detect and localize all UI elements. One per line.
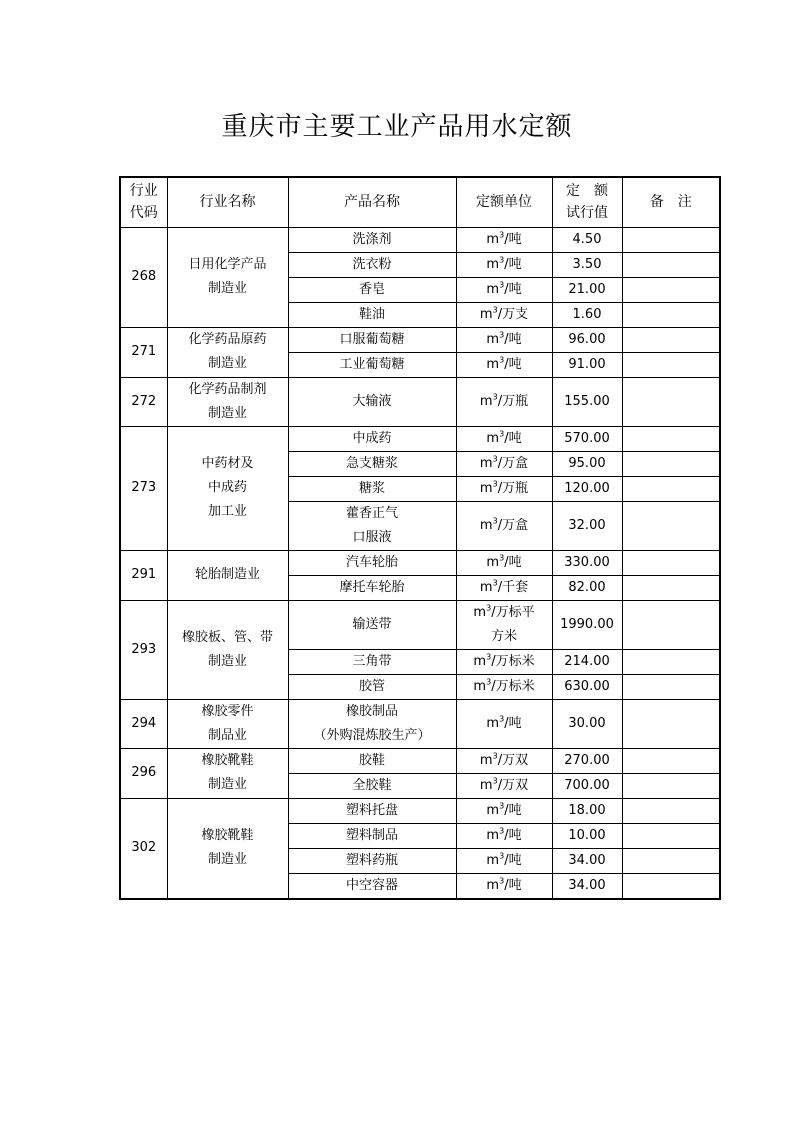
quota-unit xyxy=(456,649,552,674)
quota-value: 96.00 xyxy=(552,327,622,352)
quota-value: 32.00 xyxy=(552,501,622,550)
product-name xyxy=(288,773,456,798)
industry-name-line: 橡胶靴鞋 xyxy=(201,828,254,843)
quota-unit-text: /千套 xyxy=(497,579,529,595)
industry-name-line: 橡胶靴鞋 xyxy=(201,753,254,768)
product-name-line: 急支糖浆 xyxy=(345,455,398,471)
quota-value: 30.00 xyxy=(552,699,622,748)
industry-code: 273 xyxy=(120,426,167,550)
product-name-line: 汽车轮胎 xyxy=(345,554,398,570)
quota-unit-line: $m^3/$万瓶 xyxy=(479,392,529,409)
quota-unit-text: /万标米 xyxy=(491,678,535,694)
table-row xyxy=(120,327,720,352)
product-name xyxy=(288,699,456,748)
product-name-line: 口服葡萄糖 xyxy=(339,331,405,347)
industry-code: 296 xyxy=(120,748,167,798)
table-body xyxy=(120,227,720,899)
quota-unit xyxy=(456,600,552,649)
quota-unit-text: /吨 xyxy=(504,281,522,297)
product-name-line: 中成药 xyxy=(352,430,392,446)
product-name-line: 塑料托盘 xyxy=(345,802,398,818)
quota-value: 82.00 xyxy=(552,575,622,600)
quota-unit-line: $m^3/$万双 xyxy=(479,751,529,768)
table-row xyxy=(120,227,720,252)
remark-cell xyxy=(622,501,720,550)
product-name-line: 大输液 xyxy=(352,393,392,409)
quota-unit xyxy=(456,798,552,823)
product-name-line: 三角带 xyxy=(352,653,392,669)
quota-unit-line: $m^3/$吨 xyxy=(486,280,522,297)
quota-value: 214.00 xyxy=(552,649,622,674)
industry-code: 294 xyxy=(120,699,167,748)
industry-name-line: 制造业 xyxy=(207,852,247,867)
table-row xyxy=(120,600,720,649)
product-name xyxy=(288,575,456,600)
product-name xyxy=(288,600,456,649)
table-row xyxy=(120,748,720,773)
quota-unit-line: $m^3/$万双 xyxy=(479,776,529,793)
quota-unit xyxy=(456,501,552,550)
quota-unit xyxy=(456,451,552,476)
header-code-line2: 代码 xyxy=(129,205,158,222)
remark-cell xyxy=(622,748,720,773)
quota-unit xyxy=(456,674,552,699)
industry-name-line: 中成药 xyxy=(207,480,247,495)
quota-value: 1990.00 xyxy=(552,600,622,649)
remark-cell xyxy=(622,848,720,873)
quota-value: 21.00 xyxy=(552,277,622,302)
product-name xyxy=(288,873,456,899)
header-code xyxy=(120,177,167,227)
quota-unit-text: /万盒 xyxy=(497,517,529,533)
header-unit: 定额单位 xyxy=(456,177,552,227)
product-name xyxy=(288,451,456,476)
remark-cell xyxy=(622,550,720,575)
industry-code: 293 xyxy=(120,600,167,699)
industry-name-line: 制造业 xyxy=(207,356,247,371)
quota-unit xyxy=(456,302,552,327)
quota-value: 700.00 xyxy=(552,773,622,798)
quota-value: 3.50 xyxy=(552,252,622,277)
remark-cell xyxy=(622,426,720,451)
product-name xyxy=(288,674,456,699)
product-name-line: 中空容器 xyxy=(345,877,398,893)
quota-unit-line: $m^3/$吨 xyxy=(486,230,522,247)
industry-name xyxy=(167,227,288,327)
remark-cell xyxy=(622,327,720,352)
industry-name-line: 制造业 xyxy=(207,281,247,296)
product-name-line: 口服液 xyxy=(352,529,392,545)
quota-unit-line: $m^3/$吨 xyxy=(486,876,522,893)
quota-value: 10.00 xyxy=(552,823,622,848)
quota-unit-line: $m^3/$万标平 xyxy=(473,603,535,620)
quota-value: 330.00 xyxy=(552,550,622,575)
product-name-line: 洗衣粉 xyxy=(352,256,392,272)
quota-unit-line: $m^3/$万标米 xyxy=(473,652,535,669)
remark-cell xyxy=(622,699,720,748)
table-row xyxy=(120,550,720,575)
remark-cell xyxy=(622,252,720,277)
industry-name-line: 制造业 xyxy=(207,777,247,792)
industry-name xyxy=(167,748,288,798)
quota-unit xyxy=(456,377,552,426)
quota-unit xyxy=(456,848,552,873)
quota-unit-text: /万支 xyxy=(497,306,529,322)
quota-unit-text: /吨 xyxy=(504,715,522,731)
quota-unit-line: $m^3/$吨 xyxy=(486,330,522,347)
header-remark: 备 注 xyxy=(622,177,720,227)
quota-unit-text: /万瓶 xyxy=(497,480,529,496)
product-name-line: 工业葡萄糖 xyxy=(339,356,405,372)
quota-unit xyxy=(456,476,552,501)
industry-name-line: 化学药品制剂 xyxy=(188,381,267,397)
product-name xyxy=(288,848,456,873)
product-name-line: 橡胶制品 xyxy=(345,703,398,719)
industry-name xyxy=(167,327,288,377)
quota-unit xyxy=(456,873,552,899)
header-quota-line2: 试行值 xyxy=(566,205,608,222)
quota-unit-line: $m^3/$吨 xyxy=(486,255,522,272)
quota-unit-text: /吨 xyxy=(504,331,522,347)
quota-unit-line: $m^3/$万支 xyxy=(479,305,529,322)
quota-unit xyxy=(456,773,552,798)
quota-unit xyxy=(456,227,552,252)
industry-name xyxy=(167,699,288,748)
remark-cell xyxy=(622,227,720,252)
header-product: 产品名称 xyxy=(288,177,456,227)
quota-value: 570.00 xyxy=(552,426,622,451)
table-row xyxy=(120,699,720,748)
quota-unit-text: /吨 xyxy=(504,430,522,446)
product-name xyxy=(288,798,456,823)
industry-code: 271 xyxy=(120,327,167,377)
quota-value: 4.50 xyxy=(552,227,622,252)
product-name-line: 糖浆 xyxy=(358,480,385,496)
industry-name-line: 轮胎制造业 xyxy=(194,567,260,582)
industry-name-line: 化学药品原药 xyxy=(188,332,267,347)
remark-cell xyxy=(622,649,720,674)
quota-unit-text: /万标米 xyxy=(491,653,535,669)
product-name-line: 洗涤剂 xyxy=(352,231,392,247)
industry-name-line: 橡胶板、管、带 xyxy=(181,629,273,645)
quota-unit-text: /吨 xyxy=(504,231,522,247)
quota-unit xyxy=(456,352,552,377)
remark-cell xyxy=(622,575,720,600)
header-row xyxy=(120,177,720,227)
industry-code: 268 xyxy=(120,227,167,327)
quota-unit-text: /吨 xyxy=(504,802,522,818)
product-name xyxy=(288,327,456,352)
product-name-line: 塑料药瓶 xyxy=(345,852,398,868)
remark-cell xyxy=(622,377,720,426)
quota-unit-line: $m^3/$吨 xyxy=(486,429,522,446)
quota-value: 34.00 xyxy=(552,848,622,873)
table-row xyxy=(120,798,720,823)
remark-cell xyxy=(622,674,720,699)
table-row xyxy=(120,377,720,426)
quota-unit xyxy=(456,748,552,773)
product-name xyxy=(288,352,456,377)
industry-name xyxy=(167,600,288,699)
industry-name-line: 制造业 xyxy=(207,405,247,421)
quota-unit-line: $m^3/$万标米 xyxy=(473,677,535,694)
industry-code: 302 xyxy=(120,798,167,899)
header-quota-line1: 定 额 xyxy=(566,183,608,200)
quota-unit-text: /万瓶 xyxy=(497,393,529,409)
product-name xyxy=(288,302,456,327)
remark-cell xyxy=(622,352,720,377)
industry-name xyxy=(167,377,288,426)
product-name xyxy=(288,426,456,451)
industry-name-line: 加工业 xyxy=(207,504,247,519)
industry-name-line: 中药材及 xyxy=(201,456,254,471)
quota-unit xyxy=(456,823,552,848)
product-name-line: 塑料制品 xyxy=(345,827,398,843)
product-name xyxy=(288,550,456,575)
product-name-line: 胶管 xyxy=(358,678,385,694)
product-name xyxy=(288,277,456,302)
product-name xyxy=(288,476,456,501)
remark-cell xyxy=(622,302,720,327)
product-name xyxy=(288,377,456,426)
industry-name-line: 橡胶零件 xyxy=(201,703,254,719)
quota-unit-line: $m^3/$吨 xyxy=(486,826,522,843)
industry-name xyxy=(167,550,288,600)
quota-unit xyxy=(456,252,552,277)
industry-code: 272 xyxy=(120,377,167,426)
remark-cell xyxy=(622,823,720,848)
quota-value: 1.60 xyxy=(552,302,622,327)
product-name-line: （外购混炼胶生产） xyxy=(313,727,431,743)
quota-unit-text: /万盒 xyxy=(497,455,529,471)
product-name xyxy=(288,227,456,252)
header-code-line1: 行业 xyxy=(129,183,158,200)
water-quota-table xyxy=(119,176,721,900)
quota-unit-text: /吨 xyxy=(504,256,522,272)
quota-unit-text: /吨 xyxy=(504,827,522,843)
product-name-line: 胶鞋 xyxy=(358,752,385,768)
product-name xyxy=(288,748,456,773)
remark-cell xyxy=(622,476,720,501)
product-name-line: 香皂 xyxy=(358,281,385,297)
quota-unit-text: /吨 xyxy=(504,554,522,570)
quota-value: 95.00 xyxy=(552,451,622,476)
product-name-line: 藿香正气 xyxy=(345,505,398,521)
quota-unit-line: $m^3/$吨 xyxy=(486,851,522,868)
remark-cell xyxy=(622,600,720,649)
remark-cell xyxy=(622,798,720,823)
remark-cell xyxy=(622,773,720,798)
product-name xyxy=(288,501,456,550)
product-name xyxy=(288,649,456,674)
quota-unit xyxy=(456,327,552,352)
industry-name xyxy=(167,426,288,550)
quota-unit-text: /万标平 xyxy=(491,604,535,620)
industry-code: 291 xyxy=(120,550,167,600)
quota-unit-line: $m^3/$千套 xyxy=(479,578,529,595)
quota-unit-line: $m^3/$吨 xyxy=(486,801,522,818)
header-industry: 行业名称 xyxy=(167,177,288,227)
quota-value: 18.00 xyxy=(552,798,622,823)
industry-name-line: 制品业 xyxy=(207,727,247,743)
quota-unit-text: /万双 xyxy=(497,777,529,793)
quota-unit xyxy=(456,699,552,748)
quota-unit xyxy=(456,550,552,575)
quota-unit-line: $m^3/$万盒 xyxy=(479,516,529,533)
remark-cell xyxy=(622,873,720,899)
quota-value: 155.00 xyxy=(552,377,622,426)
product-name xyxy=(288,252,456,277)
quota-unit-line: $m^3/$吨 xyxy=(486,355,522,372)
quota-value: 270.00 xyxy=(552,748,622,773)
quota-unit xyxy=(456,277,552,302)
quota-value: 120.00 xyxy=(552,476,622,501)
quota-unit-line2: 方米 xyxy=(490,628,517,644)
quota-value: 91.00 xyxy=(552,352,622,377)
quota-unit-line: $m^3/$万瓶 xyxy=(479,479,529,496)
quota-unit-text: /万双 xyxy=(497,752,529,768)
header-quota xyxy=(552,177,622,227)
quota-unit-text: /吨 xyxy=(504,877,522,893)
remark-cell xyxy=(622,277,720,302)
product-name-line: 输送带 xyxy=(352,616,392,632)
quota-unit-line: $m^3/$吨 xyxy=(486,714,522,731)
quota-unit xyxy=(456,426,552,451)
quota-unit-line: $m^3/$吨 xyxy=(486,553,522,570)
product-name xyxy=(288,823,456,848)
quota-unit-line: $m^3/$万盒 xyxy=(479,454,529,471)
quota-value: 630.00 xyxy=(552,674,622,699)
table-row xyxy=(120,426,720,451)
page-title: 重庆市主要工业产品用水定额 xyxy=(221,112,573,142)
quota-unit-text: /吨 xyxy=(504,356,522,372)
product-name-line: 摩托车轮胎 xyxy=(339,579,405,595)
industry-name-line: 制造业 xyxy=(207,653,247,669)
industry-name xyxy=(167,798,288,899)
quota-unit-text: /吨 xyxy=(504,852,522,868)
product-name-line: 鞋油 xyxy=(358,306,385,322)
industry-name-line: 日用化学产品 xyxy=(188,257,267,272)
quota-value: 34.00 xyxy=(552,873,622,899)
remark-cell xyxy=(622,451,720,476)
product-name-line: 全胶鞋 xyxy=(352,777,392,793)
quota-unit xyxy=(456,575,552,600)
